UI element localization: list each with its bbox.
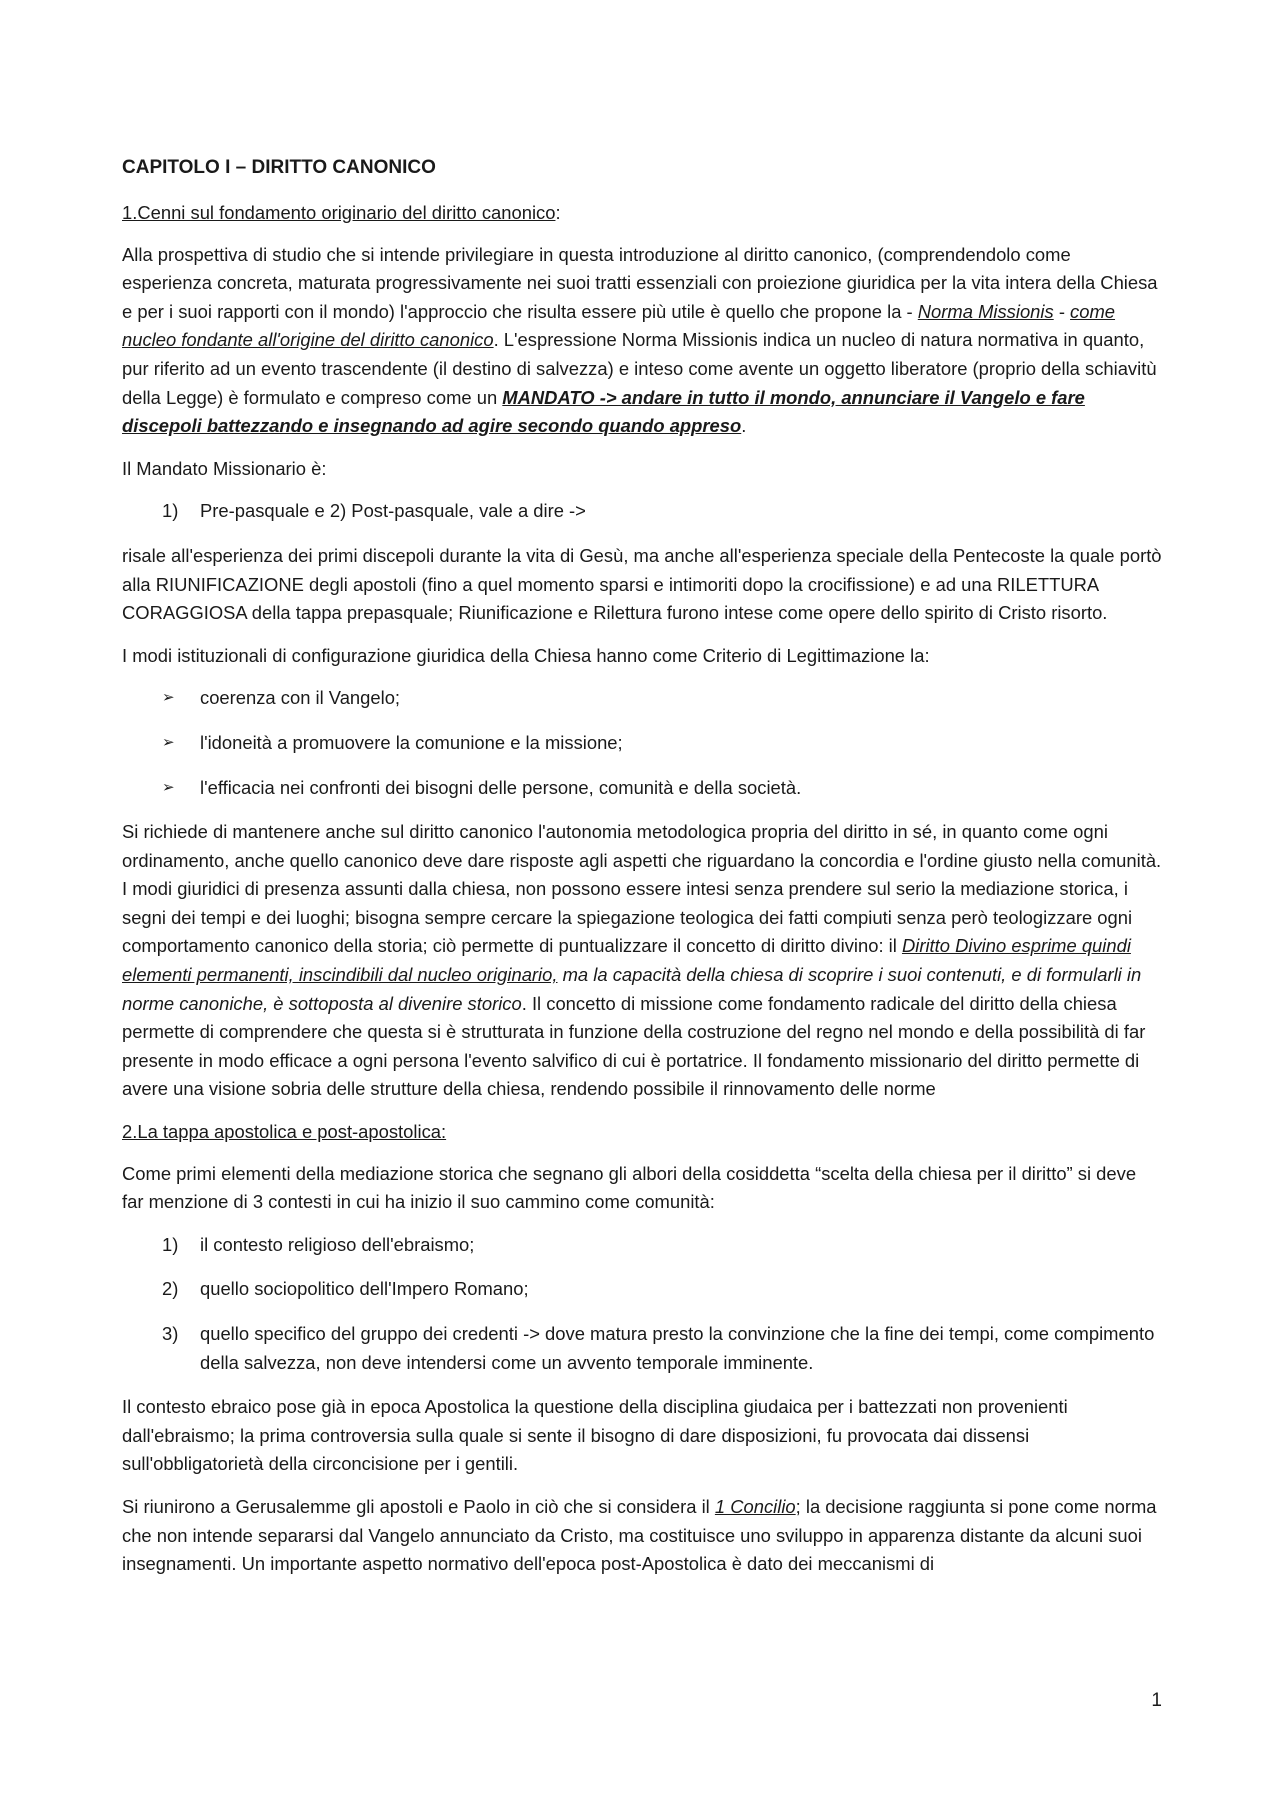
- paragraph-8: [122, 1493, 1162, 1579]
- section-1-colon: :: [555, 202, 561, 223]
- list-marker: 1): [162, 1233, 179, 1255]
- arrow-bullet-icon: ➢: [162, 733, 175, 751]
- paragraph-3: risale all'esperienza dei primi discepoli durante la vita di Gesù, ma anche all'esperienza speciale della Pentecoste la quale portò alla RIUNIFICAZIONE degli apostoli (fino a quel momento sparsi e intimoriti dopo la crocifissione) e ad una RILETTURA CORAGGIOSA della tappa prepasquale; Riunificazione e Rilettura furono intese come opere dello spirito di Cristo risorto.: [122, 544, 1162, 624]
- paragraph-6: Come primi elementi della mediazione storica che segnano gli albori della cosiddetta “scelta della chiesa per il diritto” si deve far menzione di 3 contesti in cui ha inizio il suo cammino come comunità:: [122, 1162, 1137, 1213]
- list-marker: 3): [162, 1323, 179, 1344]
- list-item: [122, 497, 1162, 526]
- p5-diritto-divino: Diritto Divino esprime quindi elementi permanenti, inscindibili dal nucleo originario,: [122, 935, 1131, 986]
- p1-text-g: .: [741, 415, 747, 437]
- p5-text-d: . Il concetto di missione come fondamento radicale del diritto della chiesa permette di comprendere che questa si è strutturata in funzione della costruzione del regno nel mondo e della possibilità di far presente in modo efficace a ogni persona l'evento salvifico di cui è portatrice. Il fondamento missionario del diritto permette di avere una visione sobria delle strutture della chiesa, rendendo possibile il rinnovamento delle norme: [122, 992, 1146, 1100]
- p8-text-a: Si riunirono a Gerusalemme gli apostoli e Paolo in ciò che si considera il: [122, 1495, 715, 1517]
- list-item-text: l'efficacia nei confronti dei bisogni delle persone, comunità e della società.: [200, 776, 802, 798]
- list-marker: 1): [162, 500, 179, 522]
- paragraph-2: Il Mandato Missionario è:: [122, 457, 327, 479]
- p1-norma-missionis: Norma Missionis: [917, 300, 1054, 322]
- list-item: [122, 1320, 1162, 1377]
- section-1-heading-text: 1.Cenni sul fondamento originario del diritto canonico: [122, 202, 556, 223]
- list-item-text: coerenza con il Vangelo;: [200, 687, 401, 709]
- list-item-text: l'idoneità a promuovere la comunione e la missione;: [200, 731, 623, 753]
- list-contesti: [122, 1231, 1162, 1377]
- list-item: [122, 684, 1162, 713]
- list-item: [122, 1231, 1162, 1260]
- p5-text-a: Si richiede di mantenere anche sul diritto canonico l'autonomia metodologica propria del diritto in sé, in quanto come ogni ordinamento, anche quello canonico deve dare risposte agli aspetti che riguardano la concordia e l'ordine giusto nella comunità. I modi giuridici di presenza assunti dalla chiesa, non possono essere intesi senza prendere sul serio la mediazione storica, i segni dei tempi e dei luoghi; bisogna sempre cercare la spiegazione teologica dei fatti compiuti senza però teologizzare ogni comportamento canonico della storia; ciò permette di puntualizzare il concetto di diritto divino: il: [122, 821, 1162, 957]
- paragraph-4: I modi istituzionali di configurazione giuridica della Chiesa hanno come Criterio di Legittimazione la:: [122, 644, 930, 666]
- section-1-heading: [122, 199, 1162, 228]
- p5-capacita-chiesa: ma la capacità della chiesa di scoprire i suoi contenuti, e di formularli in norme canoniche, è sottoposta al divenire storico: [122, 964, 1142, 1014]
- list-item-text: quello specifico del gruppo dei credenti -> dove matura presto la convinzione che la fine dei tempi, come compimento della salvezza, non deve intendersi come un avvento temporale imminente.: [200, 1323, 1155, 1373]
- section-2-heading: [122, 1118, 1162, 1147]
- p1-text-a: Alla prospettiva di studio che si intende privilegiare in questa introduzione al diritto canonico, (comprendendolo come esperienza concreta, maturata progressivamente nei suoi tratti essenziali con proiezione giuridica per la vita intera della Chiesa e per i suoi rapporti con il mondo) l'approccio che risulta essere più utile è quello che propone la -: [122, 243, 1158, 322]
- list-item-text: il contesto religioso dell'ebraismo;: [200, 1233, 475, 1255]
- list-item: [122, 1275, 1162, 1304]
- list-criteri: [122, 684, 1162, 802]
- list-marker: 2): [162, 1278, 179, 1300]
- list-mandato: [122, 497, 1162, 526]
- section-2-heading-text: 2.La tappa apostolica e post-apostolica:: [122, 1121, 447, 1143]
- list-item: [122, 729, 1162, 758]
- p8-text-c: ; la decisione raggiunta si pone come norma che non intende separarsi dal Vangelo annunciato da Cristo, ma costituisce uno sviluppo in apparenza distante da alcuni suoi insegnamenti. Un importante aspetto normativo dell'epoca post-Apostolica è dato dei meccanismi di: [122, 1495, 1157, 1575]
- p1-text-e: . L'espressione Norma Missionis indica un nucleo di natura normativa in quanto, pur riferito ad un evento trascendente (il destino di salvezza) e inteso come avente un oggetto liberatore (proprio della schiavitù della Legge) è formulato e compreso come un: [122, 329, 1157, 408]
- p8-concilio: 1 Concilio: [714, 1495, 796, 1517]
- paragraph-7: Il contesto ebraico pose già in epoca Apostolica la questione della disciplina giudaica per i battezzati non provenienti dall'ebraismo; la prima controversia sulla quale si sente il bisogno di dare disposizioni, fu provocata dai dissensi sull'obbligatorietà della circoncisione per i gentili.: [122, 1396, 1068, 1475]
- list-item: [122, 774, 1162, 803]
- page-number: 1: [1151, 1690, 1162, 1711]
- p1-text-c: -: [1053, 300, 1071, 322]
- arrow-bullet-icon: ➢: [162, 689, 175, 707]
- p1-mandato: MANDATO -> andare in tutto il mondo, annunciare il Vangelo e fare discepoli battezzando e insegnando ad agire secondo quando appreso: [122, 386, 1085, 437]
- paragraph-5: [122, 818, 1162, 1104]
- arrow-bullet-icon: ➢: [162, 778, 175, 796]
- list-item-text: quello sociopolitico dell'Impero Romano;: [200, 1278, 529, 1300]
- paragraph-1: [122, 241, 1162, 441]
- p1-nucleo-fondante: come nucleo fondante all'origine del diritto canonico: [122, 300, 1116, 351]
- list-item-text: Pre-pasquale e 2) Post-pasquale, vale a dire ->: [200, 500, 586, 522]
- chapter-title: CAPITOLO I – DIRITTO CANONICO: [122, 157, 436, 178]
